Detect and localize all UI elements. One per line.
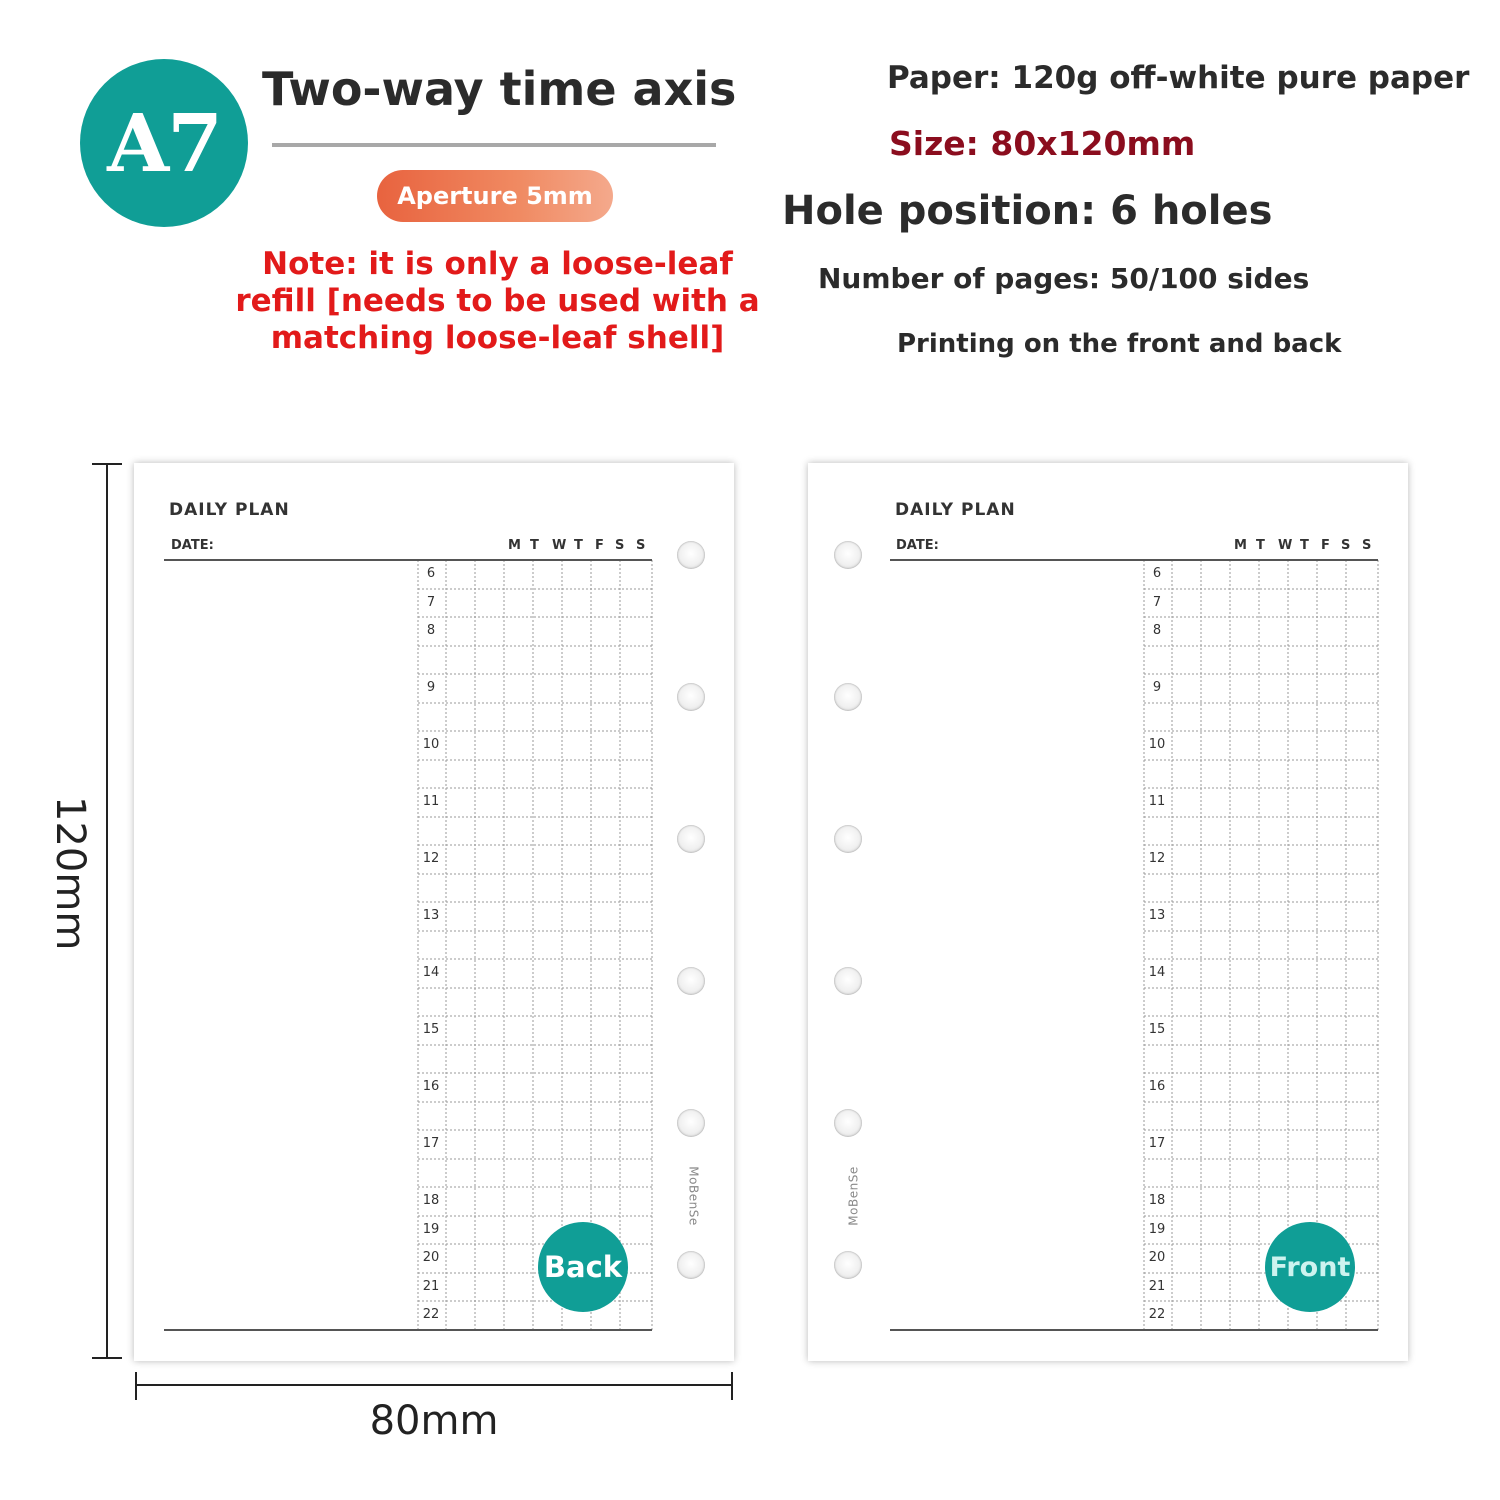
- hour-label: 9: [426, 680, 436, 695]
- punch-hole: [834, 825, 862, 853]
- hour-label: 19: [1148, 1222, 1166, 1237]
- date-label: DATE:: [171, 538, 214, 553]
- hour-label: 7: [1152, 595, 1162, 610]
- hour-label: 12: [1148, 851, 1166, 866]
- weekday-label: M: [1234, 538, 1247, 553]
- spec-size: Size: 80x120mm: [889, 124, 1196, 163]
- spec-paper: Paper: 120g off-white pure paper: [887, 60, 1470, 96]
- punch-hole: [677, 1251, 705, 1279]
- width-dimension-label: 80mm: [369, 1398, 499, 1444]
- hour-label: 14: [422, 965, 440, 980]
- height-dimension-cap: [92, 1357, 122, 1359]
- punch-hole: [677, 683, 705, 711]
- weekday-label: W: [1278, 538, 1293, 553]
- weekday-label: T: [574, 538, 583, 553]
- front-side-label: Front: [1265, 1222, 1355, 1312]
- height-dimension-label: 120mm: [47, 796, 93, 951]
- date-label: DATE:: [896, 538, 939, 553]
- hour-label: 19: [422, 1222, 440, 1237]
- title-divider: [272, 143, 716, 147]
- header-rule: [890, 559, 1378, 561]
- hour-label: 8: [1152, 623, 1162, 638]
- planner-title: DAILY PLAN: [895, 500, 1016, 520]
- a7-badge: [80, 59, 248, 227]
- punch-hole: [834, 1109, 862, 1137]
- weekday-label: S: [1341, 538, 1351, 553]
- width-dimension-cap: [135, 1372, 137, 1400]
- badge-label: A7: [107, 96, 221, 190]
- hour-label: 6: [426, 566, 436, 581]
- hour-label: 21: [1148, 1279, 1166, 1294]
- punch-hole: [677, 967, 705, 995]
- punch-hole: [677, 825, 705, 853]
- hour-label: 12: [422, 851, 440, 866]
- hour-label: 13: [1148, 908, 1166, 923]
- punch-hole: [677, 1109, 705, 1137]
- punch-hole: [834, 683, 862, 711]
- footer-rule: [164, 1329, 652, 1331]
- hour-label: 17: [422, 1136, 440, 1151]
- spec-pages: Number of pages: 50/100 sides: [818, 262, 1310, 295]
- hour-label: 14: [1148, 965, 1166, 980]
- hour-label: 18: [1148, 1193, 1166, 1208]
- hour-label: 15: [1148, 1022, 1166, 1037]
- planner-page-back: [134, 463, 734, 1361]
- header-rule: [164, 559, 652, 561]
- weekday-label: T: [1256, 538, 1265, 553]
- hour-label: 11: [422, 794, 440, 809]
- refill-note: Note: it is only a loose-leaf refill [needs to be used with a matching loose-leaf shell]: [235, 246, 760, 356]
- brand-label: MoBenSe: [686, 1166, 701, 1226]
- hour-label: 20: [422, 1250, 440, 1265]
- hour-label: 20: [1148, 1250, 1166, 1265]
- weekday-label: F: [1321, 538, 1330, 553]
- back-side-label: Back: [538, 1222, 628, 1312]
- hour-label: 10: [422, 737, 440, 752]
- hour-label: 16: [1148, 1079, 1166, 1094]
- product-title: Two-way time axis: [262, 62, 737, 116]
- weekday-label: M: [508, 538, 521, 553]
- brand-label: MoBenSe: [846, 1166, 861, 1226]
- hour-label: 10: [1148, 737, 1166, 752]
- weekday-label: T: [530, 538, 539, 553]
- punch-hole: [834, 541, 862, 569]
- hour-label: 22: [1148, 1307, 1166, 1322]
- hour-label: 8: [426, 623, 436, 638]
- punch-hole: [834, 967, 862, 995]
- weekday-label: W: [552, 538, 567, 553]
- hour-label: 17: [1148, 1136, 1166, 1151]
- hour-label: 6: [1152, 566, 1162, 581]
- hour-label: 11: [1148, 794, 1166, 809]
- hour-label: 9: [1152, 680, 1162, 695]
- weekday-label: F: [595, 538, 604, 553]
- punch-hole: [677, 541, 705, 569]
- hour-label: 16: [422, 1079, 440, 1094]
- hour-label: 7: [426, 595, 436, 610]
- height-dimension-cap: [92, 463, 122, 465]
- weekday-label: T: [1300, 538, 1309, 553]
- hour-label: 22: [422, 1307, 440, 1322]
- planner-page-front: [808, 463, 1408, 1361]
- aperture-badge: Aperture 5mm: [377, 170, 613, 222]
- punch-hole: [834, 1251, 862, 1279]
- hour-label: 13: [422, 908, 440, 923]
- hour-label: 21: [422, 1279, 440, 1294]
- height-dimension-line: [106, 463, 108, 1358]
- weekday-label: S: [636, 538, 646, 553]
- planner-title: DAILY PLAN: [169, 500, 290, 520]
- weekday-label: S: [1362, 538, 1372, 553]
- spec-printing: Printing on the front and back: [897, 329, 1342, 359]
- footer-rule: [890, 1329, 1378, 1331]
- width-dimension-line: [136, 1384, 733, 1386]
- hour-label: 15: [422, 1022, 440, 1037]
- weekday-label: S: [615, 538, 625, 553]
- spec-holes: Hole position: 6 holes: [782, 188, 1273, 234]
- width-dimension-cap: [731, 1372, 733, 1400]
- hour-label: 18: [422, 1193, 440, 1208]
